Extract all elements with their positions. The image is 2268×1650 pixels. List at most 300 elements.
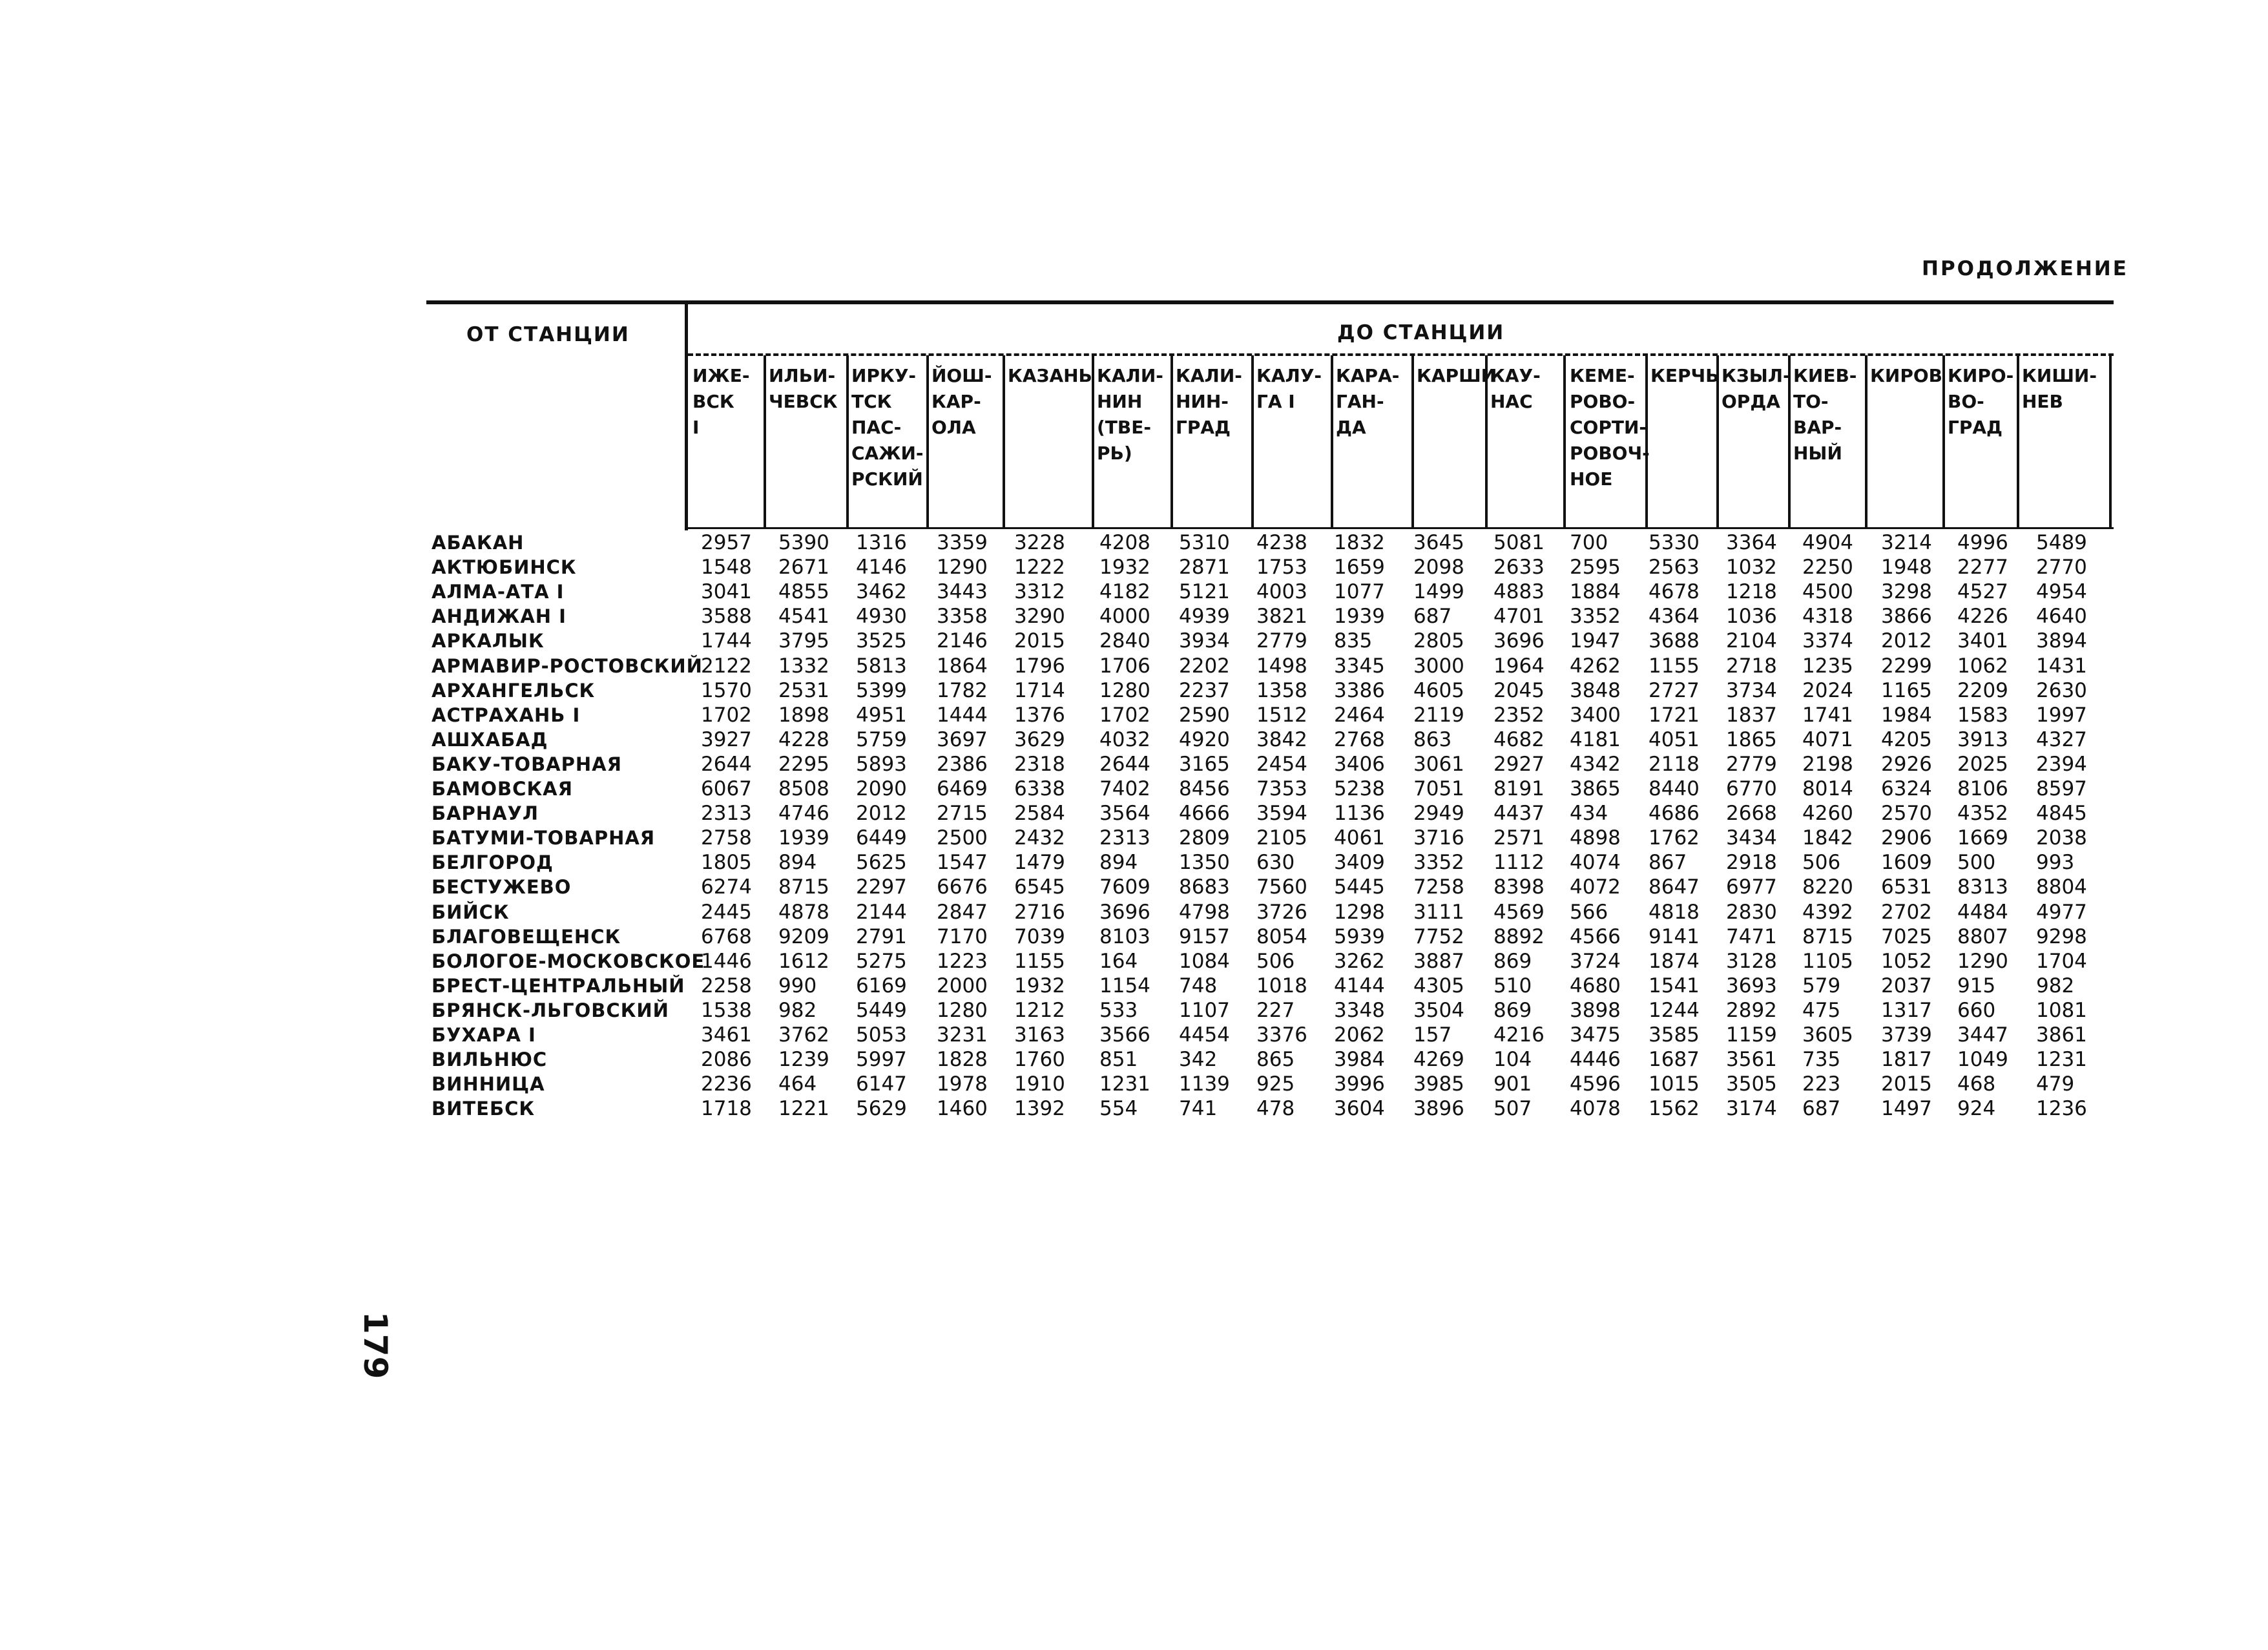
table-cell: 630: [1256, 851, 1295, 875]
table-cell: 4327: [2036, 727, 2087, 751]
table-cell: 1609: [1881, 851, 1932, 875]
column-separator: [1003, 355, 1005, 528]
table-cell: 2297: [856, 875, 907, 899]
table-cell: 2104: [1726, 629, 1777, 653]
row-station-name: БИЙСК: [432, 901, 510, 923]
table-cell: 3693: [1726, 974, 1777, 997]
table-cell: 2445: [701, 900, 752, 924]
table-cell: 4930: [856, 605, 907, 629]
table-cell: 1548: [701, 556, 752, 580]
table-cell: 4541: [778, 605, 829, 629]
table-cell: 1235: [1802, 654, 1853, 678]
table-cell: 6274: [701, 875, 752, 899]
row-station-name: БОЛОГОЕ-МОСКОВСКОЕ: [432, 950, 705, 972]
table-cell: 3312: [1014, 580, 1065, 604]
table-cell: 506: [1256, 949, 1295, 973]
table-cell: 3462: [856, 580, 907, 604]
table-cell: 1139: [1179, 1072, 1230, 1096]
row-station-name: АРХАНГЕЛЬСК: [432, 679, 596, 702]
table-cell: 4454: [1179, 1023, 1230, 1047]
table-cell: 2318: [1014, 752, 1065, 776]
column-separator: [764, 355, 766, 528]
table-cell: 1431: [2036, 654, 2087, 678]
table-cell: 3298: [1881, 580, 1932, 604]
table-cell: 1350: [1179, 851, 1230, 875]
table-cell: 1864: [937, 654, 988, 678]
table-cell: 4182: [1099, 580, 1150, 604]
row-station-name: ВИТЕБСК: [432, 1098, 536, 1120]
table-cell: 5445: [1334, 875, 1385, 899]
row-station-name: БЕСТУЖЕВО: [432, 876, 572, 899]
table-cell: 2563: [1649, 556, 1700, 580]
table-cell: 1112: [1493, 851, 1545, 875]
table-cell: 2716: [1014, 900, 1065, 924]
row-station-name: АБАКАН: [432, 532, 525, 554]
table-cell: 894: [1099, 851, 1138, 875]
column-header: КАРА- ГАН- ДА: [1336, 365, 1400, 438]
column-header: КИРОВ: [1870, 365, 1942, 386]
table-cell: 3461: [701, 1023, 752, 1047]
table-cell: 2098: [1413, 556, 1464, 580]
table-cell: 8647: [1649, 875, 1700, 899]
table-cell: 8804: [2036, 875, 2087, 899]
column-separator: [1563, 355, 1566, 528]
table-cell: 5310: [1179, 531, 1230, 554]
table-cell: 5390: [778, 531, 829, 554]
table-cell: 1223: [937, 949, 988, 973]
table-cell: 3996: [1334, 1072, 1385, 1096]
table-cell: 4666: [1179, 802, 1230, 826]
table-cell: 1036: [1726, 605, 1777, 629]
table-cell: 1221: [778, 1097, 829, 1121]
table-cell: 5759: [856, 727, 907, 751]
table-cell: 4003: [1256, 580, 1307, 604]
table-cell: 3000: [1413, 654, 1464, 678]
row-station-name: ВИННИЦА: [432, 1073, 545, 1096]
table-cell: 4977: [2036, 900, 2087, 924]
row-station-name: БЛАГОВЕЩЕНСК: [432, 925, 621, 948]
table-cell: 700: [1570, 531, 1608, 554]
table-cell: 2805: [1413, 629, 1464, 653]
table-cell: 3894: [2036, 629, 2087, 653]
table-cell: 3887: [1413, 949, 1464, 973]
table-cell: 1704: [2036, 949, 2087, 973]
table-cell: 1298: [1334, 900, 1385, 924]
table-cell: 4061: [1334, 826, 1385, 850]
table-cell: 6449: [856, 826, 907, 850]
table-cell: 3352: [1570, 605, 1621, 629]
column-header: КАЛИ- НИН (ТВЕ- РЬ): [1097, 365, 1163, 464]
table-cell: 6338: [1014, 777, 1065, 800]
table-cell: 2840: [1099, 629, 1150, 653]
table-cell: 3734: [1726, 678, 1777, 702]
column-separator: [1716, 355, 1719, 528]
table-cell: 3348: [1334, 998, 1385, 1022]
table-cell: 533: [1099, 998, 1138, 1022]
column-separator: [1411, 355, 1414, 528]
table-cell: 4181: [1570, 727, 1621, 751]
table-cell: 1762: [1649, 826, 1700, 850]
table-cell: 7402: [1099, 777, 1150, 800]
table-cell: 2352: [1493, 703, 1545, 727]
table-cell: 2038: [2036, 826, 2087, 850]
row-station-name: АЛМА-АТА I: [432, 581, 565, 603]
table-cell: 3629: [1014, 727, 1065, 751]
table-cell: 3688: [1649, 629, 1700, 653]
table-cell: 1828: [937, 1048, 988, 1072]
table-cell: 735: [1802, 1048, 1841, 1072]
table-cell: 223: [1802, 1072, 1841, 1096]
table-cell: 3795: [778, 629, 829, 653]
table-cell: 1884: [1570, 580, 1621, 604]
column-separator: [2109, 355, 2112, 528]
table-cell: 2045: [1493, 678, 1545, 702]
table-cell: 6147: [856, 1072, 907, 1096]
table-cell: 3041: [701, 580, 752, 604]
table-cell: 1222: [1014, 556, 1065, 580]
row-station-name: АРМАВИР-РОСТОВСКИЙ: [432, 654, 703, 677]
table-cell: 7039: [1014, 924, 1065, 948]
column-header: КИЕВ- ТО- ВАР- НЫЙ: [1793, 365, 1857, 464]
table-cell: 3739: [1881, 1023, 1932, 1047]
table-cell: 8508: [778, 777, 829, 800]
table-cell: 6324: [1881, 777, 1932, 800]
table-cell: 1392: [1014, 1097, 1065, 1121]
table-cell: 579: [1802, 974, 1841, 997]
header-dashed-rule: [688, 353, 2114, 356]
table-cell: 4566: [1570, 924, 1621, 948]
column-separator: [1865, 355, 1867, 528]
table-cell: 1796: [1014, 654, 1065, 678]
table-cell: 1702: [701, 703, 752, 727]
table-cell: 1236: [2036, 1097, 2087, 1121]
table-cell: 8683: [1179, 875, 1230, 899]
table-cell: 3866: [1881, 605, 1932, 629]
table-cell: 554: [1099, 1097, 1138, 1121]
table-cell: 4878: [778, 900, 829, 924]
table-cell: 227: [1256, 998, 1295, 1022]
table-cell: 2768: [1334, 727, 1385, 751]
table-cell: 3588: [701, 605, 752, 629]
table-cell: 2464: [1334, 703, 1385, 727]
table-cell: 8191: [1493, 777, 1545, 800]
table-cell: 475: [1802, 998, 1841, 1022]
header-bottom-rule: [688, 527, 2114, 529]
table-cell: 7609: [1099, 875, 1150, 899]
table-cell: 4318: [1802, 605, 1853, 629]
table-cell: 4238: [1256, 531, 1307, 554]
table-cell: 1231: [2036, 1048, 2087, 1072]
table-cell: 3762: [778, 1023, 829, 1047]
table-cell: 2258: [701, 974, 752, 997]
table-cell: 3406: [1334, 752, 1385, 776]
table-cell: 2927: [1493, 752, 1545, 776]
table-cell: 3214: [1881, 531, 1932, 554]
table-cell: 2570: [1881, 802, 1932, 826]
table-cell: 2718: [1726, 654, 1777, 678]
table-cell: 478: [1256, 1097, 1295, 1121]
table-cell: 1865: [1726, 727, 1777, 751]
table-cell: 4680: [1570, 974, 1621, 997]
column-header: ИРКУ- ТСК ПАС- САЖИ- РСКИЙ: [851, 365, 924, 490]
table-cell: 4954: [2036, 580, 2087, 604]
table-cell: 867: [1649, 851, 1687, 875]
table-cell: 3386: [1334, 678, 1385, 702]
table-cell: 8715: [778, 875, 829, 899]
table-cell: 1280: [937, 998, 988, 1022]
table-cell: 2198: [1802, 752, 1853, 776]
table-cell: 925: [1256, 1072, 1295, 1096]
table-cell: 4392: [1802, 900, 1853, 924]
table-cell: 157: [1413, 1023, 1452, 1047]
table-cell: 1939: [1334, 605, 1385, 629]
table-cell: 2015: [1881, 1072, 1932, 1096]
table-cell: 865: [1256, 1048, 1295, 1072]
table-cell: 2277: [1957, 556, 2008, 580]
table-cell: 7170: [937, 924, 988, 948]
table-cell: 4996: [1957, 531, 2008, 554]
table-cell: 3896: [1413, 1097, 1464, 1121]
table-cell: 1939: [778, 826, 829, 850]
table-cell: 1032: [1726, 556, 1777, 580]
table-cell: 1659: [1334, 556, 1385, 580]
table-cell: 3231: [937, 1023, 988, 1047]
table-cell: 2830: [1726, 900, 1777, 924]
table-cell: 4527: [1957, 580, 2008, 604]
table-cell: 4855: [778, 580, 829, 604]
table-cell: 2012: [856, 802, 907, 826]
row-station-name: БУХАРА I: [432, 1024, 536, 1046]
table-cell: 1499: [1413, 580, 1464, 604]
table-cell: 2633: [1493, 556, 1545, 580]
table-cell: 2779: [1726, 752, 1777, 776]
table-cell: 3401: [1957, 629, 2008, 653]
table-cell: 4437: [1493, 802, 1545, 826]
table-cell: 3443: [937, 580, 988, 604]
table-cell: 1062: [1957, 654, 2008, 678]
continuation-label: ПРОДОЛЖЕНИЕ: [1922, 257, 2128, 280]
table-cell: 3262: [1334, 949, 1385, 973]
table-cell: 2906: [1881, 826, 1932, 850]
table-cell: 1316: [856, 531, 907, 554]
table-cell: 9209: [778, 924, 829, 948]
table-cell: 8715: [1802, 924, 1853, 948]
table-cell: 4446: [1570, 1048, 1621, 1072]
row-station-name: БАРНАУЛ: [432, 802, 539, 825]
column-header: КАУ- НАС: [1490, 365, 1541, 412]
table-cell: 5121: [1179, 580, 1230, 604]
table-cell: 6768: [701, 924, 752, 948]
table-cell: 1910: [1014, 1072, 1065, 1096]
table-cell: 6977: [1726, 875, 1777, 899]
table-cell: 4305: [1413, 974, 1464, 997]
table-cell: 2025: [1957, 752, 2008, 776]
table-cell: 6676: [937, 875, 988, 899]
table-cell: 5275: [856, 949, 907, 973]
row-station-name: БРЕСТ-ЦЕНТРАЛЬНЫЙ: [432, 974, 685, 997]
table-cell: 2454: [1256, 752, 1307, 776]
table-cell: 2432: [1014, 826, 1065, 850]
table-cell: 4682: [1493, 727, 1545, 751]
column-header: КАЗАНЬ: [1008, 365, 1092, 386]
table-cell: 741: [1179, 1097, 1218, 1121]
table-cell: 4920: [1179, 727, 1230, 751]
table-cell: 3585: [1649, 1023, 1700, 1047]
table-cell: 506: [1802, 851, 1841, 875]
table-cell: 3475: [1570, 1023, 1621, 1047]
table-cell: 2209: [1957, 678, 2008, 702]
table-cell: 2250: [1802, 556, 1853, 580]
table-cell: 1154: [1099, 974, 1150, 997]
table-cell: 4216: [1493, 1023, 1545, 1047]
column-separator: [1331, 355, 1333, 528]
table-cell: 1718: [701, 1097, 752, 1121]
table-cell: 8807: [1957, 924, 2008, 948]
table-cell: 4000: [1099, 605, 1150, 629]
table-cell: 1744: [701, 629, 752, 653]
table-cell: 1612: [778, 949, 829, 973]
table-cell: 3605: [1802, 1023, 1853, 1047]
table-cell: 3447: [1957, 1023, 2008, 1047]
table-cell: 8892: [1493, 924, 1545, 948]
table-cell: 3985: [1413, 1072, 1464, 1096]
table-cell: 2949: [1413, 802, 1464, 826]
table-cell: 4146: [856, 556, 907, 580]
table-cell: 1218: [1726, 580, 1777, 604]
table-cell: 5449: [856, 998, 907, 1022]
table-cell: 1842: [1802, 826, 1853, 850]
table-cell: 4798: [1179, 900, 1230, 924]
table-cell: 4605: [1413, 678, 1464, 702]
table-cell: 3984: [1334, 1048, 1385, 1072]
column-separator: [1942, 355, 1945, 528]
table-cell: 3504: [1413, 998, 1464, 1022]
table-cell: 8597: [2036, 777, 2087, 800]
row-station-name: БАТУМИ-ТОВАРНАЯ: [432, 827, 656, 850]
table-cell: 8220: [1802, 875, 1853, 899]
table-cell: 3696: [1493, 629, 1545, 653]
row-station-name: БАКУ-ТОВАРНАЯ: [432, 753, 622, 775]
table-cell: 2770: [2036, 556, 2087, 580]
table-cell: 1105: [1802, 949, 1853, 973]
table-cell: 2012: [1881, 629, 1932, 653]
table-cell: 1782: [937, 678, 988, 702]
table-cell: 1015: [1649, 1072, 1700, 1096]
table-cell: 982: [2036, 974, 2075, 997]
table-cell: 9157: [1179, 924, 1230, 948]
table-cell: 4746: [778, 802, 829, 826]
table-cell: 3061: [1413, 752, 1464, 776]
table-cell: 3163: [1014, 1023, 1065, 1047]
table-cell: 4071: [1802, 727, 1853, 751]
header-divider: [685, 304, 688, 530]
table-cell: 1244: [1649, 998, 1700, 1022]
table-cell: 4596: [1570, 1072, 1621, 1096]
table-cell: 5813: [856, 654, 907, 678]
table-cell: 1832: [1334, 531, 1385, 554]
table-cell: 479: [2036, 1072, 2075, 1096]
table-cell: 1290: [937, 556, 988, 580]
table-cell: 6770: [1726, 777, 1777, 800]
table-cell: 3898: [1570, 998, 1621, 1022]
table-cell: 1714: [1014, 678, 1065, 702]
table-cell: 982: [778, 998, 817, 1022]
table-cell: 3345: [1334, 654, 1385, 678]
table-cell: 3434: [1726, 826, 1777, 850]
table-cell: 2926: [1881, 752, 1932, 776]
table-cell: 4701: [1493, 605, 1545, 629]
table-cell: 7353: [1256, 777, 1307, 800]
table-cell: 1159: [1726, 1023, 1777, 1047]
table-cell: 6545: [1014, 875, 1065, 899]
table-cell: 2105: [1256, 826, 1307, 850]
table-cell: 4144: [1334, 974, 1385, 997]
table-cell: 2394: [2036, 752, 2087, 776]
row-station-name: АСТРАХАНЬ I: [432, 704, 581, 726]
table-cell: 4364: [1649, 605, 1700, 629]
table-cell: 8456: [1179, 777, 1230, 800]
table-cell: 1932: [1014, 974, 1065, 997]
table-cell: 5939: [1334, 924, 1385, 948]
table-cell: 2892: [1726, 998, 1777, 1022]
table-cell: 687: [1802, 1097, 1841, 1121]
table-cell: 869: [1493, 949, 1532, 973]
table-cell: 6531: [1881, 875, 1932, 899]
table-cell: 4818: [1649, 900, 1700, 924]
table-cell: 5893: [856, 752, 907, 776]
table-cell: 507: [1493, 1097, 1532, 1121]
row-station-name: АНДИЖАН I: [432, 605, 567, 628]
table-cell: 1669: [1957, 826, 2008, 850]
table-cell: 1358: [1256, 678, 1307, 702]
table-cell: 5399: [856, 678, 907, 702]
table-cell: 3594: [1256, 802, 1307, 826]
table-cell: 5997: [856, 1048, 907, 1072]
table-cell: 6169: [856, 974, 907, 997]
table-cell: 2386: [937, 752, 988, 776]
table-cell: 1049: [1957, 1048, 2008, 1072]
table-cell: 1874: [1649, 949, 1700, 973]
table-cell: 851: [1099, 1048, 1138, 1072]
table-cell: 1084: [1179, 949, 1230, 973]
table-cell: 2144: [856, 900, 907, 924]
column-header: ИЖЕ- ВСК I: [692, 365, 750, 438]
column-header: КЕМЕ- РОВО- СОРТИ- РОВОЧ- НОЕ: [1570, 365, 1650, 490]
table-cell: 1978: [937, 1072, 988, 1096]
column-separator: [1092, 355, 1094, 528]
table-cell: 4205: [1881, 727, 1932, 751]
table-cell: 3913: [1957, 727, 2008, 751]
table-cell: 3400: [1570, 703, 1621, 727]
table-cell: 3566: [1099, 1023, 1150, 1047]
table-cell: 1760: [1014, 1048, 1065, 1072]
column-separator: [1170, 355, 1173, 528]
table-cell: 1497: [1881, 1097, 1932, 1121]
table-cell: 2758: [701, 826, 752, 850]
table-cell: 901: [1493, 1072, 1532, 1096]
table-cell: 3697: [937, 727, 988, 751]
table-cell: 2202: [1179, 654, 1230, 678]
table-cell: 3842: [1256, 727, 1307, 751]
table-cell: 1231: [1099, 1072, 1150, 1096]
table-cell: 1444: [937, 703, 988, 727]
table-cell: 3865: [1570, 777, 1621, 800]
table-cell: 1290: [1957, 949, 2008, 973]
column-header: КАЛИ- НИН- ГРАД: [1176, 365, 1242, 438]
table-cell: 500: [1957, 851, 1996, 875]
table-cell: 3174: [1726, 1097, 1777, 1121]
table-cell: 4208: [1099, 531, 1150, 554]
